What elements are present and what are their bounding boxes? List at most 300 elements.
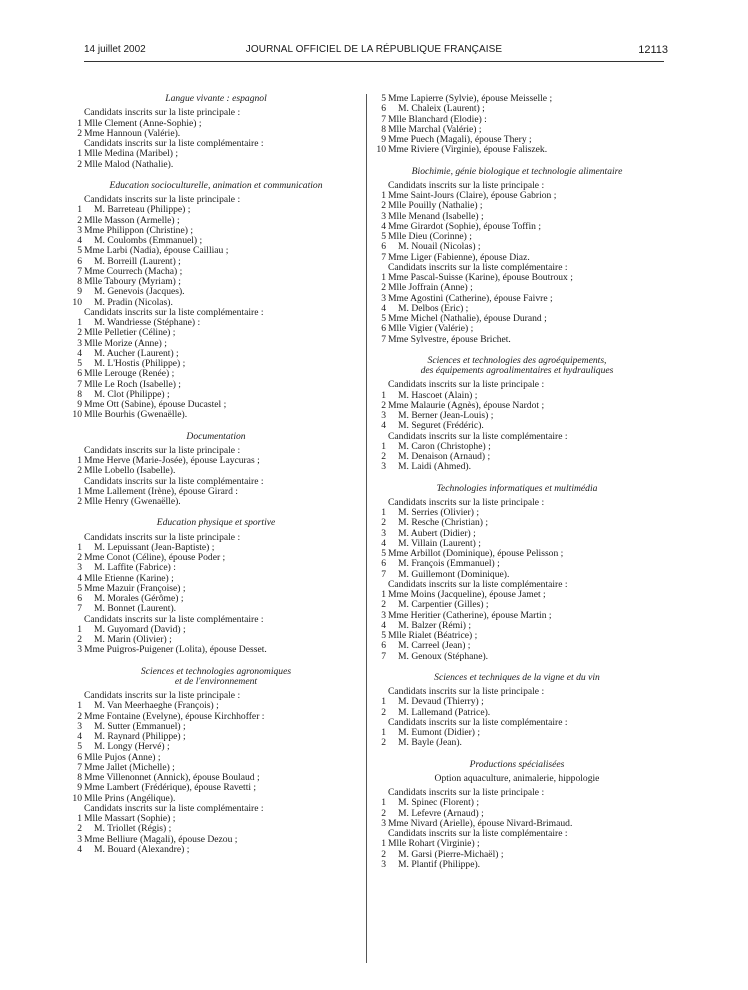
candidate-name: Mlle Menand (Isabelle) ; (388, 210, 484, 222)
list-section (376, 156, 658, 345)
list-heading: Candidats inscrits sur la liste complémentaire : (388, 828, 568, 839)
rank-number: 3 (77, 644, 82, 656)
candidate-name: Mme Larbi (Nadia), épouse Cailliau ; (84, 245, 229, 257)
rank-number: 9 (381, 134, 386, 145)
rank-number: 4 (77, 572, 82, 584)
candidate-row (72, 466, 360, 476)
candidate-name: M. Hascoet (Alain) ; (398, 389, 478, 401)
candidate-row (376, 652, 658, 662)
rank-number: 2 (77, 465, 82, 477)
candidate-name: Mme Hannoun (Valérie). (84, 127, 181, 139)
candidate-row (376, 421, 658, 431)
candidate-row (72, 824, 360, 834)
rank-number: 3 (77, 720, 82, 732)
candidate-name: Mlle Lerouge (Renée) ; (84, 368, 175, 380)
rank-number: 1 (77, 700, 82, 712)
candidate-name: M. Clot (Philippe) ; (94, 388, 170, 400)
candidate-list (72, 139, 360, 170)
rank-number: 7 (381, 650, 386, 662)
rank-number: 7 (381, 568, 386, 580)
column-divider (366, 94, 367, 963)
candidate-row (72, 246, 360, 256)
candidate-name: M. Denaison (Arnaud) ; (398, 451, 491, 462)
rank-number: 1 (381, 696, 386, 708)
rank-number: 1 (381, 440, 386, 452)
rank-number: 5 (381, 548, 386, 559)
list-section (72, 170, 360, 421)
candidate-name: M. Genevois (Jacques). (94, 286, 185, 298)
list-heading: Candidats inscrits sur la liste complémentaire : (84, 306, 264, 318)
rank-number: 10 (72, 296, 82, 308)
list-heading: Candidats inscrits sur la liste complémentaire : (388, 716, 568, 728)
rank-number: 6 (381, 103, 386, 115)
candidate-name: Mlle Prins (Angélique). (84, 792, 176, 804)
rank-number: 1 (77, 317, 82, 328)
candidate-list (72, 691, 360, 804)
candidate-name: M. Aubert (Didier) ; (398, 527, 476, 539)
candidate-name: M. Van Meerhaeghe (François) ; (94, 700, 219, 712)
candidate-list (72, 308, 360, 421)
candidate-name: M. Barreteau (Philippe) ; (94, 204, 191, 216)
list-section (72, 656, 360, 856)
candidate-name: M. Bonnet (Laurent). (94, 603, 177, 615)
candidate-row (72, 149, 360, 159)
candidate-row (376, 600, 658, 610)
candidate-row (72, 563, 360, 573)
candidate-name: Mme Villenonnet (Annick), épouse Boulaud ; (84, 772, 260, 783)
candidate-name: Mme Ott (Sabine), épouse Ducastel ; (84, 399, 227, 410)
rank-number: 4 (381, 619, 386, 631)
rank-number: 5 (381, 630, 386, 641)
candidate-name: Mme Puech (Magali), épouse Thery ; (388, 134, 532, 145)
candidate-name: M. Nouail (Nicolas) ; (398, 241, 481, 253)
candidate-name: M. L'Hostis (Philippe) ; (94, 358, 186, 369)
rank-number: 1 (77, 148, 82, 160)
candidate-name: M. Spinec (Florent) ; (398, 797, 480, 809)
candidate-name: Mlle Clement (Anne-Sophie) ; (84, 117, 202, 129)
rank-number: 4 (77, 235, 82, 246)
candidate-name: Mlle Joffrain (Anne) ; (388, 282, 473, 294)
rank-number: 6 (77, 751, 82, 763)
candidate-list (376, 580, 658, 662)
rank-number: 1 (381, 838, 386, 850)
candidate-row (376, 242, 658, 252)
candidate-name: Mlle Malod (Nathalie). (84, 158, 174, 170)
rank-number: 7 (381, 333, 386, 345)
candidate-name: M. Bayle (Jean). (398, 737, 462, 749)
rank-number: 8 (77, 276, 82, 287)
candidate-list (72, 615, 360, 656)
candidate-name: M. Genoux (Stéphane). (398, 650, 489, 662)
list-section (72, 94, 360, 170)
candidate-list (376, 788, 658, 829)
candidate-name: Mme Philippon (Christine) ; (84, 224, 193, 236)
rank-number: 8 (77, 388, 82, 400)
rank-number: 4 (77, 731, 82, 742)
rank-number: 3 (77, 224, 82, 236)
candidate-name: Mme Girardot (Sophie), épouse Toffin ; (388, 220, 541, 232)
candidate-name: Mlle Medina (Maribel) ; (84, 148, 179, 160)
rank-number: 7 (77, 603, 82, 615)
rank-number: 5 (77, 582, 82, 594)
candidate-name: Mme Malaurie (Agnès), épouse Nardot ; (388, 399, 545, 411)
candidate-name: M. Balzer (Rémi) ; (398, 619, 471, 631)
candidate-row (72, 497, 360, 507)
list-heading: Candidats inscrits sur la liste principale : (388, 787, 545, 798)
rank-number: 2 (381, 706, 386, 718)
list-heading: Candidats inscrits sur la liste complémentaire : (84, 475, 264, 487)
candidate-row (72, 845, 360, 855)
rank-number: 1 (77, 541, 82, 553)
candidate-name: Mme Fontaine (Evelyne), épouse Kirchhoffer : (84, 710, 265, 722)
candidate-name: M. Laidi (Ahmed). (398, 461, 472, 473)
list-section (72, 507, 360, 655)
candidate-name: M. Delbos (Eric) ; (398, 302, 469, 314)
section-title: Sciences et techniques de la vigne et du vin (434, 671, 600, 683)
rank-number: 10 (72, 409, 82, 421)
candidate-name: Mme Herve (Marie-Josée), épouse Laycuras ; (84, 455, 260, 466)
candidate-name: M. Coulombs (Emmanuel) ; (94, 235, 203, 246)
rank-number: 2 (381, 451, 386, 462)
candidate-name: M. Eumont (Didier) ; (398, 727, 481, 738)
section-title: Productions spécialisées (469, 758, 565, 770)
candidate-row (376, 324, 658, 334)
candidate-name: Mlle Etienne (Karine) ; (84, 572, 174, 584)
candidate-list (376, 498, 658, 580)
candidate-name: Mlle Marchal (Valérie) ; (388, 123, 482, 135)
issue-date: 14 juillet 2002 (84, 44, 146, 55)
candidate-name: M. Devaud (Thierry) ; (398, 696, 484, 708)
candidate-row (376, 518, 658, 528)
list-section (376, 94, 658, 156)
rank-number: 7 (77, 265, 82, 277)
candidate-row (376, 145, 658, 155)
candidate-name: M. Borreill (Laurent) ; (94, 255, 181, 267)
section-spacer (72, 421, 360, 432)
candidate-list (72, 477, 360, 508)
list-heading: Candidats inscrits sur la liste principale : (388, 379, 545, 391)
candidate-name: M. Guyomard (David) ; (94, 623, 186, 635)
candidate-name: M. Bouard (Alexandre) ; (94, 843, 190, 855)
list-section (376, 662, 658, 749)
rank-number: 1 (381, 272, 386, 283)
list-heading: Candidats inscrits sur la liste principale : (84, 690, 241, 701)
candidate-row (72, 701, 360, 711)
candidate-row (72, 369, 360, 379)
rank-number: 9 (77, 399, 82, 410)
section-title: Sciences et technologies agronomiques (140, 665, 292, 677)
candidate-row (72, 410, 360, 420)
candidate-name: M. Guillemont (Dominique). (398, 568, 510, 580)
candidate-name: M. Wandriesse (Stéphane) : (94, 317, 201, 328)
list-heading: Candidats inscrits sur la liste complémentaire : (84, 138, 264, 149)
rank-number: 1 (77, 117, 82, 129)
section-title: Technologies informatiques et multimédia (436, 482, 598, 494)
candidate-row (376, 860, 658, 870)
rank-number: 1 (381, 589, 386, 600)
section-spacer (376, 156, 658, 167)
candidate-name: Mlle Blanchard (Elodie) : (388, 113, 487, 125)
candidate-name: M. Longy (Hervé) ; (94, 741, 170, 753)
section-title: Documentation (186, 430, 246, 442)
rank-number: 2 (77, 327, 82, 339)
rank-number: 2 (77, 710, 82, 722)
candidate-list (72, 446, 360, 477)
rank-number: 7 (77, 378, 82, 390)
rank-number: 8 (77, 772, 82, 783)
rank-number: 6 (381, 241, 386, 253)
candidate-row (72, 328, 360, 338)
candidate-name: Mme Pascal-Suisse (Karine), épouse Boutroux ; (388, 272, 573, 283)
candidate-list (376, 94, 658, 156)
candidate-name: Mme Mazuir (Françoise) ; (84, 582, 186, 594)
rank-number: 10 (376, 144, 386, 156)
rank-number: 4 (381, 537, 386, 549)
list-section (376, 473, 658, 662)
candidate-name: M. Berner (Jean-Louis) ; (398, 410, 494, 421)
candidate-name: Mme Heritier (Catherine), épouse Martin ; (388, 609, 552, 621)
candidate-list (376, 432, 658, 473)
candidate-name: Mme Belliure (Magali), épouse Dezou ; (84, 833, 238, 845)
rank-number: 7 (381, 251, 386, 263)
candidate-name: Mlle Pelletier (Céline) ; (84, 327, 176, 339)
rank-number: 1 (381, 727, 386, 738)
candidate-name: Mme Saint-Jours (Claire), épouse Gabrion ; (388, 190, 557, 201)
rank-number: 1 (77, 623, 82, 635)
candidate-row (72, 160, 360, 170)
candidate-name: Mme Agostini (Catherine), épouse Faivre ; (388, 292, 553, 304)
candidate-list (72, 533, 360, 615)
candidate-name: Mlle Rialet (Béatrice) ; (388, 630, 478, 641)
candidate-name: Mlle Le Roch (Isabelle) ; (84, 378, 181, 390)
rank-number: 1 (77, 813, 82, 824)
candidate-row (376, 738, 658, 748)
rank-number: 2 (77, 496, 82, 507)
rank-number: 4 (381, 220, 386, 232)
candidate-row (376, 697, 658, 707)
list-heading: Candidats inscrits sur la liste principale : (84, 194, 241, 205)
rank-number: 1 (77, 455, 82, 466)
rank-number: 3 (381, 609, 386, 621)
rank-number: 2 (77, 214, 82, 226)
candidate-name: M. Lepuissant (Jean-Baptiste) ; (94, 541, 215, 553)
list-heading: Candidats inscrits sur la liste complémentaire : (84, 802, 264, 814)
rank-number: 1 (77, 485, 82, 497)
candidate-name: M. Plantif (Philippe). (398, 858, 481, 870)
candidate-name: M. Villain (Laurent) ; (398, 537, 481, 549)
rank-number: 9 (77, 782, 82, 794)
candidate-row (376, 839, 658, 849)
candidate-name: Mlle Morize (Anne) ; (84, 337, 167, 349)
section-title: Biochimie, génie biologique et technologie alimentaire (411, 165, 623, 177)
candidate-row (72, 604, 360, 614)
candidate-name: Mlle Pujos (Anne) ; (84, 751, 161, 763)
rank-number: 3 (381, 210, 386, 222)
candidate-row (376, 798, 658, 808)
rank-number: 2 (381, 200, 386, 212)
candidate-name: Mlle Taboury (Myriam) ; (84, 276, 181, 287)
rank-number: 2 (77, 158, 82, 170)
page-number: 12113 (638, 44, 668, 56)
rank-number: 2 (77, 634, 82, 645)
candidate-row (376, 335, 658, 345)
list-heading: Candidats inscrits sur la liste principale : (388, 496, 545, 508)
rank-number: 2 (77, 552, 82, 563)
rank-number: 2 (381, 807, 386, 819)
candidate-name: Mme Courrech (Macha) ; (84, 265, 183, 277)
list-section (72, 421, 360, 508)
header-rule (84, 61, 664, 62)
candidate-name: Mme Sylvestre, épouse Brichet. (388, 333, 511, 345)
list-heading: Candidats inscrits sur la liste principale : (388, 686, 545, 697)
candidate-name: M. Pradin (Nicolas). (94, 296, 173, 308)
rank-number: 5 (381, 313, 386, 324)
candidate-name: M. Sutter (Emmanuel) ; (94, 720, 186, 732)
candidate-name: Mme Moins (Jacqueline), épouse Jamet ; (388, 589, 546, 600)
candidate-row (72, 783, 360, 793)
rank-number: 3 (381, 410, 386, 421)
rank-number: 2 (77, 823, 82, 835)
candidate-name: M. Lefevre (Arnaud) ; (398, 807, 484, 819)
candidate-list (376, 181, 658, 263)
rank-number: 2 (381, 282, 386, 294)
candidate-name: M. François (Emmanuel) ; (398, 558, 500, 570)
candidate-name: Mlle Pouilly (Nathalie) ; (388, 200, 483, 212)
candidate-list (376, 687, 658, 718)
list-heading: Candidats inscrits sur la liste complémentaire : (388, 261, 568, 273)
candidate-name: Mme Michel (Nathalie), épouse Durand ; (388, 313, 547, 324)
candidate-name: Mme Puigros-Puigener (Lolita), épouse Desset. (84, 644, 267, 656)
list-section (376, 749, 658, 871)
list-heading: Candidats inscrits sur la liste principale : (388, 179, 545, 191)
candidate-row (72, 287, 360, 297)
left-column (72, 94, 360, 855)
section-title-line2: et de l'environnement (174, 675, 258, 687)
rank-number: 6 (77, 368, 82, 380)
rank-number: 1 (381, 190, 386, 201)
candidate-name: Mlle Dieu (Corinne) ; (388, 231, 472, 242)
candidate-row (376, 283, 658, 293)
rank-number: 5 (77, 358, 82, 369)
rank-number: 3 (381, 858, 386, 870)
section-spacer (376, 749, 658, 760)
rank-number: 1 (381, 797, 386, 809)
rank-number: 2 (381, 599, 386, 611)
candidate-name: Mme Riviere (Virginie), épouse Faliszek. (388, 144, 548, 156)
rank-number: 10 (72, 792, 82, 804)
candidate-name: Mme Lapierre (Sylvie), épouse Meisselle ; (388, 93, 553, 104)
candidate-list (72, 108, 360, 139)
candidate-name: Mlle Lobello (Isabelle). (84, 465, 176, 477)
rank-number: 7 (77, 761, 82, 773)
candidate-name: Mme Liger (Fabienne), épouse Diaz. (388, 251, 530, 263)
list-heading: Candidats inscrits sur la liste principale : (84, 531, 241, 543)
candidate-name: M. Chaleix (Laurent) ; (398, 103, 485, 115)
rank-number: 6 (77, 255, 82, 267)
right-column (376, 94, 658, 870)
candidate-name: M. Garsi (Pierre-Michaël) ; (398, 848, 504, 860)
candidate-list (376, 263, 658, 345)
rank-number: 3 (381, 527, 386, 539)
rank-number: 6 (381, 558, 386, 570)
section-spacer (72, 656, 360, 667)
section-title: Education physique et sportive (156, 517, 276, 529)
candidate-name: Mme Arbillot (Dominique), épouse Pelisson ; (388, 548, 564, 559)
rank-number: 5 (77, 245, 82, 257)
journal-title: JOURNAL OFFICIEL DE LA RÉPUBLIQUE FRANÇAISE (245, 44, 503, 55)
rank-number: 4 (381, 302, 386, 314)
candidate-name: Mme Jallet (Michelle) ; (84, 761, 175, 773)
section-subtitle: Option aquaculture, animalerie, hippologie (434, 772, 600, 784)
candidate-name: M. Aucher (Laurent) ; (94, 347, 179, 359)
rank-number: 6 (381, 640, 386, 652)
candidate-name: Mlle Masson (Armelle) ; (84, 214, 180, 226)
candidate-name: M. Serries (Olivier) ; (398, 507, 479, 518)
list-section (376, 345, 658, 473)
section-title: Sciences et technologies des agroéquipements, (427, 354, 607, 366)
candidate-name: M. Laffite (Fabrice) : (94, 562, 176, 574)
candidate-list (72, 195, 360, 308)
section-title: Langue vivante : espagnol (165, 93, 267, 104)
candidate-row (72, 645, 360, 655)
candidate-name: M. Raynard (Philippe) ; (94, 731, 186, 742)
candidate-name: M. Triollet (Régis) ; (94, 823, 172, 835)
list-heading: Candidats inscrits sur la liste principale : (84, 107, 241, 119)
rank-number: 5 (77, 741, 82, 753)
rank-number: 4 (77, 347, 82, 359)
list-heading: Candidats inscrits sur la liste principale : (84, 444, 241, 456)
candidate-name: Mlle Vigier (Valérie) ; (388, 323, 474, 335)
rank-number: 2 (381, 517, 386, 529)
rank-number: 5 (381, 231, 386, 242)
candidate-name: M. Marin (Olivier) ; (94, 634, 172, 645)
candidate-name: M. Morales (Gérôme) ; (94, 593, 184, 604)
rank-number: 3 (381, 817, 386, 829)
candidate-row (72, 742, 360, 752)
candidate-list (376, 380, 658, 431)
candidate-list (72, 804, 360, 855)
section-title: Education socioculturelle, animation et communication (109, 179, 323, 191)
candidate-row (376, 201, 658, 211)
list-heading: Candidats inscrits sur la liste complémentaire : (388, 578, 568, 590)
candidate-name: M. Caron (Christophe) ; (398, 440, 491, 452)
rank-number: 2 (381, 399, 386, 411)
rank-number: 3 (381, 292, 386, 304)
rank-number: 5 (381, 93, 386, 104)
candidate-name: Mme Conot (Céline), épouse Poder ; (84, 552, 226, 563)
candidate-name: Mlle Rohart (Virginie) ; (388, 838, 480, 850)
candidate-name: M. Seguret (Frédéric). (398, 420, 484, 432)
candidate-row (376, 641, 658, 651)
candidate-name: Mlle Massart (Sophie) ; (84, 813, 176, 824)
rank-number: 1 (77, 204, 82, 216)
candidate-name: Mlle Henry (Gwenaëlle). (84, 496, 181, 507)
candidate-list (376, 718, 658, 749)
candidate-list (376, 829, 658, 870)
rank-number: 1 (381, 507, 386, 518)
rank-number: 3 (77, 562, 82, 574)
candidate-name: M. Resche (Christian) ; (398, 517, 489, 529)
rank-number: 3 (77, 833, 82, 845)
candidate-name: Mlle Bourhis (Gwenaëlle). (84, 409, 188, 421)
candidate-name: Mme Nivard (Arielle), épouse Nivard-Brimaud. (388, 817, 573, 829)
candidate-row (376, 104, 658, 114)
section-title-line2: des équipements agroalimentaires et hydrauliques (420, 365, 614, 376)
rank-number: 3 (381, 461, 386, 473)
candidate-name: M. Carreel (Jean) ; (398, 640, 471, 652)
rank-number: 3 (77, 337, 82, 349)
rank-number: 4 (381, 420, 386, 432)
